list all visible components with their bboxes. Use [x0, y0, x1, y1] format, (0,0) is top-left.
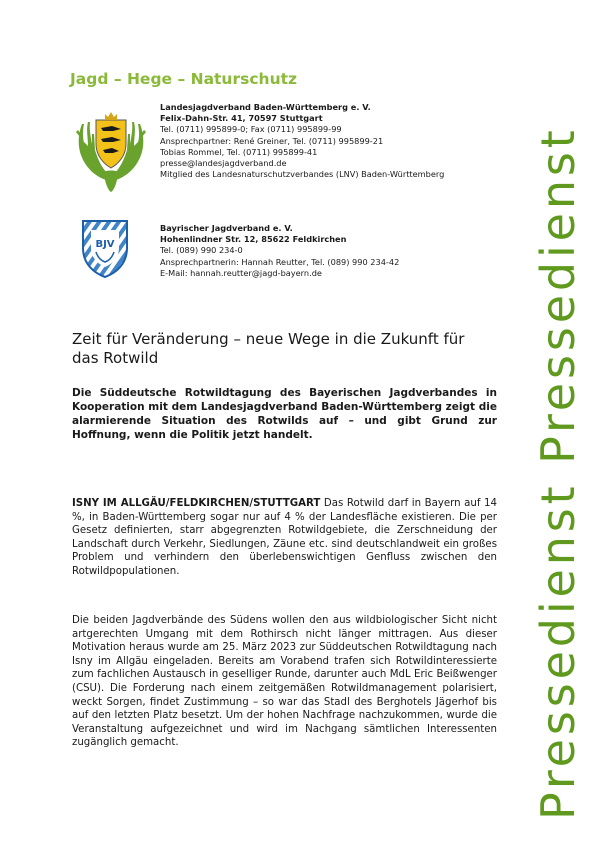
page-header-title: Jagd – Hege – Naturschutz — [70, 70, 298, 88]
org-phone: Tel. (089) 990 234-0 — [160, 245, 243, 256]
body-paragraph-1-text: Das Rotwild darf in Bayern auf 14 %, in Baden-Württemberg sogar nur auf 4 % der Landesfläche existieren. Die per Gesetz definierten, starr abgegrenzten Rotwildgebiete, die Zerschneidung der Landschaft durch Verkehr, Siedlungen, Zäune etc. sind deutschlandweit ein großes Problem und verhindern den überlebenswichtigen Genfluss zwischen den Rotwildpopulationen. — [72, 498, 497, 577]
bjv-contact — [160, 223, 399, 279]
vertical-pressedienst-label: Pressedienst Pressedienst — [531, 126, 585, 820]
bjv-logo — [80, 218, 130, 280]
org-email[interactable]: presse@landesjagdverband.de — [160, 158, 287, 169]
body-paragraph-1 — [72, 497, 497, 579]
org-phone: Tel. (0711) 995899-0; Fax (0711) 995899-99 — [160, 124, 342, 135]
org-contact-person: Tobias Rommel, Tel. (0711) 995899-41 — [160, 146, 318, 157]
press-release-lead: Die Süddeutsche Rotwildtagung des Bayerischen Jagdverbandes in Kooperation mit dem Landesjagdverband Baden-Württemberg zeigt die alarmierende Situation des Rotwilds auf – und gibt Grund zur Hoffnung, wenn die Politik jetzt handelt. — [72, 387, 497, 441]
org-name: Bayrischer Jagdverband e. V. — [160, 223, 293, 233]
org-membership: Mitglied des Landesnaturschutzverbandes (LNV) Baden-Württemberg — [160, 169, 445, 180]
ljv-bw-logo — [72, 106, 150, 194]
org-address: Hohenlindner Str. 12, 85622 Feldkirchen — [160, 234, 347, 245]
org-address: Felix-Dahn-Str. 41, 70597 Stuttgart — [160, 113, 323, 124]
org-contact-person: Ansprechpartner: René Greiner, Tel. (0711) 995899-21 — [160, 135, 384, 146]
org-contact-person: Ansprechpartnerin: Hannah Reutter, Tel. (089) 990 234-42 — [160, 256, 400, 267]
org-name: Landesjagdverband Baden-Württemberg e. V. — [160, 102, 371, 112]
bjv-logo-text: BJV — [95, 239, 115, 250]
ljv-bw-contact — [160, 102, 444, 180]
org-email[interactable]: E-Mail: hannah.reutter@jagd-bayern.de — [160, 267, 322, 278]
press-release-headline: Zeit für Veränderung – neue Wege in die Zukunft für das Rotwild — [72, 330, 465, 367]
dateline: ISNY IM ALLGÄU/FELDKIRCHEN/STUTTGART — [72, 498, 321, 509]
body-paragraph-2: Die beiden Jagdverbände des Südens wollen den aus wildbiologischer Sicht nicht artgerechten Umgang mit dem Rothirsch nicht länger mittragen. Aus dieser Motivation heraus wurde am 25. März 2023 zur Süddeutschen Rotwildtagung nach Isny im Allgäu eingeladen. Bereits am Vorabend trafen sich Rotwildinteressierte zum fachlichen Austausch in geselliger Runde, darunter auch MdL Eric Beißwenger (CSU). Die Forderung nach einem zeitgemäßen Rotwildmanagement polarisiert, weckt Sorgen, findet Zustimmung – so war das Stadl des Berghotels Jägerhof bis auf den letzten Platz besetzt. Um der hohen Nachfrage nachzukommen, wurde die Veranstaltung aufgezeichnet und wird im Nachgang sämtlichen Interessenten zugänglich gemacht. — [72, 615, 497, 749]
